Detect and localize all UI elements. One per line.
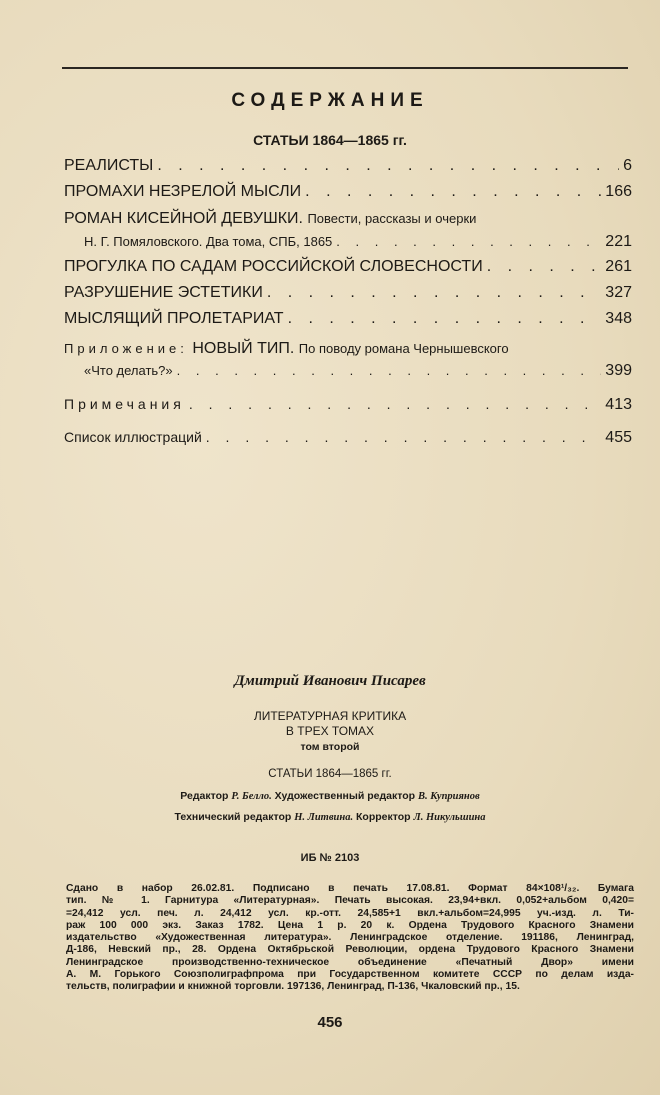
toc-entry-first-line: Приложение: НОВЫЙ ТИП. По поводу романа Чернышевского: [64, 340, 509, 357]
author-name: Дмитрий Иванович Писарев: [234, 673, 426, 689]
contents-heading: СОДЕРЖАНИЕ: [231, 90, 429, 111]
book-title: ЛИТЕРАТУРНАЯ КРИТИКА: [253, 709, 407, 723]
page-number: 456: [317, 1014, 343, 1031]
editors-line-1: Редактор Р. Белло. Художественный редактор В. Куприянов: [180, 790, 480, 802]
section-label: СТАТЬИ 1864—1865 гг.: [268, 768, 392, 780]
toc-entry: Список иллюстраций . . . 455: [64, 429, 632, 447]
volume-label: том второй: [300, 741, 360, 753]
toc-entry: Н. Г. Помяловского. Два тома, СПБ, 1865 . . . 221: [84, 233, 632, 251]
section-heading: СТАТЬИ 1864—1865 гг.: [253, 132, 407, 148]
toc-entry: ПРОМАХИ НЕЗРЕЛОЙ МЫСЛИ . . . 166: [64, 183, 632, 201]
editors-line-2: Технический редактор Н. Литвина. Корректор Л. Никульшина: [174, 811, 486, 823]
imprint-block: Сдано в набор 26.02.81. Подписано в печать 17.08.81. Формат 84×108¹/₃₂. Бумага тип. № 1. Гарнитура «Литературная». Печать высокая. 23,94+вкл. 0,052+альбом 0,420= =24,412 усл. печ. л. 24,412 усл. кр.-отт. 24,585+1 вкл.+альбом=24,995 уч.-изд. л. Ти- раж 100 000 экз. Заказ 1782. Цена 1 р. 20 к. Ордена Трудового Красного Знамени издательство «Художественная литература». Ленинградское отделение. 191186, Ленинград, Д-186, Невский пр., 28. Ордена Октябрьской Революции, ордена Трудового Красного Знамени Ленинградское производственно-техническое объединение «Печатный Двор» имени А. М. Горького Союзполиграфпрома при Государственном комитете СССР по делам изда- тельств, полиграфии и книжной торговли. 197136, Ленинград, П-136, Чкаловский пр., 15.: [66, 883, 634, 993]
toc-entry: ПРОГУЛКА ПО САДАМ РОССИЙСКОЙ СЛОВЕСНОСТИ . . . 261: [64, 258, 632, 276]
toc-entry: «Что делать?» . . . 399: [84, 362, 632, 380]
toc-entry: Примечания . . . 413: [64, 396, 632, 414]
toc-entry: МЫСЛЯЩИЙ ПРОЛЕТАРИАТ . . . 348: [64, 310, 632, 328]
toc-entry: РАЗРУШЕНИЕ ЭСТЕТИКИ . . . 327: [64, 284, 632, 302]
toc-entry: РЕАЛИСТЫ . . . 6: [64, 157, 632, 175]
book-title-2: В ТРЕХ ТОМАХ: [285, 724, 375, 738]
top-rule: [62, 67, 628, 69]
toc-entry-first-line: РОМАН КИСЕЙНОЙ ДЕВУШКИ. Повести, рассказы и очерки: [64, 210, 477, 227]
ib-number: ИБ № 2103: [300, 852, 360, 864]
